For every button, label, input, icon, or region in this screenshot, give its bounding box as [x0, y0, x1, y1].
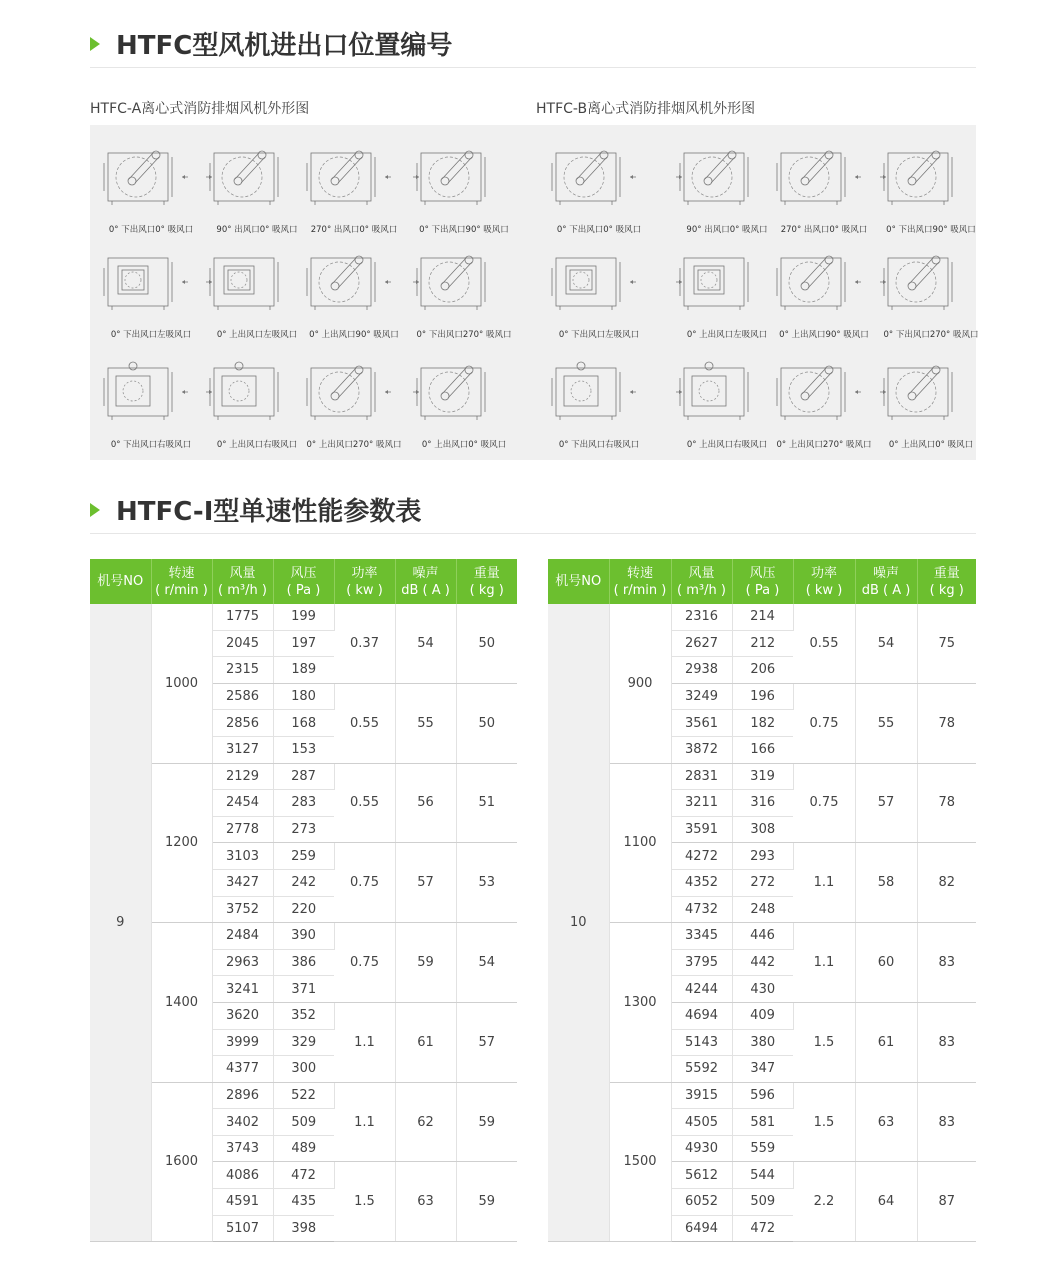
table-cell: 1.1: [793, 843, 855, 923]
table-cell: 59: [456, 1162, 517, 1242]
column-header-line: ( kg ): [929, 582, 964, 598]
table-cell: 0.75: [334, 923, 395, 1003]
diagram-caption: 0° 下出风口0° 吸风口: [556, 225, 642, 235]
table-cell: 5612: [671, 1162, 732, 1189]
table-cell: 272: [732, 869, 793, 896]
column-header: [793, 559, 855, 604]
column-header-line: ( Pa ): [745, 582, 780, 598]
fan-diagram-a-6: [198, 240, 308, 345]
table-cell: 435: [273, 1189, 334, 1216]
table-cell: 0.55: [793, 604, 855, 683]
column-header: [609, 559, 671, 604]
table-cell: 57: [395, 843, 456, 923]
table-cell: 60: [855, 923, 917, 1003]
table-row: [548, 923, 976, 950]
table-cell: 206: [732, 657, 793, 684]
table-cell: 55: [395, 683, 456, 763]
fan-diagram-a-7: [295, 240, 405, 345]
table-cell: 214: [732, 604, 793, 630]
table-cell: 3999: [212, 1029, 273, 1056]
column-header: [395, 559, 456, 604]
column-header: [671, 559, 732, 604]
table-cell: 4086: [212, 1162, 273, 1189]
fan-outline-icon: [301, 246, 393, 326]
table-cell: 1.1: [334, 1002, 395, 1082]
table-cell: 522: [273, 1082, 334, 1109]
fan-diagram-b-4: [872, 135, 982, 240]
fan-outline-icon: [674, 246, 766, 326]
section-title: HTFC-I型单速性能参数表: [116, 497, 422, 527]
table-cell: 3872: [671, 736, 732, 763]
fan-diagram-a-3: [295, 135, 405, 240]
table-cell: 509: [732, 1189, 793, 1216]
fan-diagram-a-12: [405, 350, 515, 455]
table-cell: 63: [855, 1082, 917, 1162]
table-cell: 3211: [671, 790, 732, 817]
table-cell: 3620: [212, 1002, 273, 1029]
table-cell: 57: [456, 1002, 517, 1082]
table-cell: 2778: [212, 816, 273, 843]
column-header: [151, 559, 212, 604]
table-cell: 64: [855, 1162, 917, 1242]
table-cell: 63: [395, 1162, 456, 1242]
table-cell: 220: [273, 896, 334, 923]
column-header-line: 重量: [473, 565, 500, 581]
table-cell: 4591: [212, 1189, 273, 1216]
column-header-line: 重量: [933, 565, 960, 581]
table-row: [90, 923, 517, 950]
table-cell: 4272: [671, 843, 732, 870]
performance-table-no10: [548, 559, 976, 1242]
table-cell: 1.5: [334, 1162, 395, 1242]
table-cell: 196: [732, 683, 793, 710]
column-header-line: ( Pa ): [286, 582, 321, 598]
table-cell: 3915: [671, 1082, 732, 1109]
table-cell: 3103: [212, 843, 273, 870]
table-cell: 3249: [671, 683, 732, 710]
diagram-caption: 0° 上出风口0° 吸风口: [888, 440, 974, 450]
fan-diagram-a-11: [295, 350, 405, 455]
fan-diagram-a-2: [198, 135, 308, 240]
table-cell: 212: [732, 630, 793, 657]
table-cell: 4377: [212, 1056, 273, 1083]
fan-diagram-b-12: [872, 350, 982, 455]
table-cell: 3752: [212, 896, 273, 923]
fan-outline-icon: [546, 246, 638, 326]
fan-diagram-a-5: [92, 240, 202, 345]
column-header: [732, 559, 793, 604]
column-header-line: ( r/min ): [155, 582, 208, 598]
fan-outline-icon: [878, 356, 970, 436]
column-header-line: 功率: [351, 565, 378, 581]
table-cell: 544: [732, 1162, 793, 1189]
table-cell: 329: [273, 1029, 334, 1056]
table-cell: 308: [732, 816, 793, 843]
column-header-line: ( kw ): [346, 582, 383, 598]
column-header: [855, 559, 917, 604]
column-header-line: dB ( A ): [861, 582, 911, 598]
column-header-line: dB ( A ): [401, 582, 450, 598]
table-cell: 0.55: [334, 683, 395, 763]
column-header-line: ( kg ): [469, 582, 504, 598]
diagram-caption: 0° 上出风口0° 吸风口: [421, 440, 507, 450]
column-header-line: 噪声: [412, 565, 439, 581]
table-cell: 1.1: [793, 923, 855, 1003]
diagram-caption: 0° 上出风口左吸风口: [686, 330, 768, 340]
fan-diagram-b-7: [765, 240, 875, 345]
column-header: [456, 559, 517, 604]
table-cell: 2315: [212, 657, 273, 684]
table-cell: 4930: [671, 1135, 732, 1162]
table-cell: 3345: [671, 923, 732, 950]
table-row: [90, 763, 517, 790]
column-header-line: 风压: [290, 565, 317, 581]
column-header: [90, 559, 151, 604]
fan-outline-icon: [674, 141, 766, 221]
diagram-caption: 270° 出风口0° 吸风口: [310, 225, 398, 235]
table-cell: 3561: [671, 710, 732, 737]
fan-outline-icon: [98, 356, 190, 436]
table-cell: 168: [273, 710, 334, 737]
fan-outline-icon: [204, 141, 296, 221]
triangle-bullet-icon: [90, 37, 100, 51]
fan-diagram-b-11: [765, 350, 875, 455]
table-cell: 2938: [671, 657, 732, 684]
table-cell: 78: [917, 763, 976, 843]
table-cell: 446: [732, 923, 793, 950]
fan-outline-icon: [878, 141, 970, 221]
column-header: [334, 559, 395, 604]
table-cell: 1400: [151, 923, 212, 1083]
diagram-caption: 90° 出风口0° 吸风口: [216, 225, 298, 235]
table-cell: 2454: [212, 790, 273, 817]
column-header-line: 风量: [229, 565, 256, 581]
table-cell: 430: [732, 976, 793, 1003]
table-cell: 248: [732, 896, 793, 923]
fan-diagram-a-9: [92, 350, 202, 455]
table-cell: 57: [855, 763, 917, 843]
table-cell: 0.75: [334, 843, 395, 923]
diagram-caption: 0° 下出风口左吸风口: [110, 330, 192, 340]
table-cell: 78: [917, 683, 976, 763]
table-cell: 3795: [671, 949, 732, 976]
table-cell: 319: [732, 763, 793, 790]
diagram-caption: 0° 上出风口左吸风口: [216, 330, 298, 340]
table-cell: 347: [732, 1056, 793, 1083]
table-cell: 182: [732, 710, 793, 737]
diagram-caption: 270° 出风口0° 吸风口: [780, 225, 868, 235]
fan-outline-icon: [771, 246, 863, 326]
table-cell: 5592: [671, 1056, 732, 1083]
fan-outline-icon: [411, 141, 503, 221]
table-cell: 442: [732, 949, 793, 976]
table-cell: 59: [395, 923, 456, 1003]
fan-diagram-b-3: [765, 135, 875, 240]
table-cell: 3427: [212, 869, 273, 896]
table-cell: 1000: [151, 604, 212, 763]
fan-diagram-a-1: [92, 135, 202, 240]
fan-outline-icon: [674, 356, 766, 436]
fan-diagram-b-8: [872, 240, 982, 345]
table-cell: 6494: [671, 1215, 732, 1242]
table-cell: 472: [273, 1162, 334, 1189]
fan-diagram-b-5: [540, 240, 650, 345]
column-header: [212, 559, 273, 604]
table-cell: 283: [273, 790, 334, 817]
table-cell: 259: [273, 843, 334, 870]
fan-outline-icon: [301, 356, 393, 436]
column-header-line: ( r/min ): [613, 582, 667, 598]
diagram-caption: 0° 下出风口270° 吸风口: [883, 330, 979, 340]
table-cell: 0.75: [793, 683, 855, 763]
table-cell: 87: [917, 1162, 976, 1242]
table-cell: 3127: [212, 736, 273, 763]
table-cell: 900: [609, 604, 671, 763]
column-header-line: ( m³/h ): [218, 582, 267, 598]
table-cell: 386: [273, 949, 334, 976]
column-header-line: 转速: [626, 565, 653, 581]
fan-outline-icon: [204, 356, 296, 436]
diagram-caption: 90° 出风口0° 吸风口: [686, 225, 768, 235]
table-cell: 1100: [609, 763, 671, 923]
diagram-caption: 0° 下出风口右吸风口: [110, 440, 192, 450]
diagram-caption: 0° 下出风口0° 吸风口: [108, 225, 194, 235]
fan-outline-icon: [771, 141, 863, 221]
fan-diagram-a-10: [198, 350, 308, 455]
table-cell: 166: [732, 736, 793, 763]
table-cell: 1775: [212, 604, 273, 630]
fan-outline-icon: [204, 246, 296, 326]
table-cell: 2045: [212, 630, 273, 657]
table-cell: 2.2: [793, 1162, 855, 1242]
diagram-caption: 0° 上出风口右吸风口: [686, 440, 768, 450]
table-cell: 380: [732, 1029, 793, 1056]
table-cell: 4352: [671, 869, 732, 896]
table-cell: 10: [548, 604, 609, 1242]
table-cell: 1300: [609, 923, 671, 1083]
diagram-caption: 0° 上出风口右吸风口: [216, 440, 298, 450]
table-cell: 293: [732, 843, 793, 870]
fan-outline-icon: [546, 141, 638, 221]
fan-outline-diagrams: [90, 125, 979, 460]
diagram-caption: 0° 上出风口90° 吸风口: [779, 330, 869, 340]
table-cell: 50: [456, 604, 517, 683]
fan-outline-icon: [411, 246, 503, 326]
table-cell: 58: [855, 843, 917, 923]
table-cell: 189: [273, 657, 334, 684]
diagram-caption: 0° 上出风口270° 吸风口: [776, 440, 872, 450]
table-cell: 2627: [671, 630, 732, 657]
column-header-line: ( m³/h ): [677, 582, 726, 598]
table-cell: 1.5: [793, 1002, 855, 1082]
table-cell: 153: [273, 736, 334, 763]
diagram-caption: 0° 下出风口右吸风口: [558, 440, 640, 450]
table-cell: 489: [273, 1135, 334, 1162]
table-cell: 1.1: [334, 1082, 395, 1162]
fan-diagram-a-4: [405, 135, 515, 240]
fan-diagram-b-9: [540, 350, 650, 455]
column-header-line: 噪声: [872, 565, 899, 581]
diagram-caption: 0° 上出风口90° 吸风口: [309, 330, 399, 340]
table-cell: 4505: [671, 1109, 732, 1136]
performance-table-no9: [90, 559, 517, 1242]
table-cell: 75: [917, 604, 976, 683]
table-row: [90, 1082, 517, 1109]
column-header-line: 机号NO: [555, 574, 602, 589]
table-cell: 371: [273, 976, 334, 1003]
table-cell: 1200: [151, 763, 212, 923]
diagram-caption: 0° 下出风口90° 吸风口: [886, 225, 976, 235]
diagram-caption: 0° 下出风口左吸风口: [558, 330, 640, 340]
diagram-caption: 0° 下出风口90° 吸风口: [419, 225, 509, 235]
fan-outline-icon: [98, 246, 190, 326]
table-cell: 398: [273, 1215, 334, 1242]
diagram-caption: 0° 下出风口270° 吸风口: [416, 330, 512, 340]
fan-outline-icon: [301, 141, 393, 221]
table-cell: 83: [917, 923, 976, 1003]
fan-diagram-b-6: [668, 240, 778, 345]
table-cell: 50: [456, 683, 517, 763]
fan-outline-icon: [771, 356, 863, 436]
column-header: [917, 559, 976, 604]
table-cell: 54: [456, 923, 517, 1003]
table-cell: 0.55: [334, 763, 395, 843]
table-cell: 54: [395, 604, 456, 683]
table-cell: 83: [917, 1002, 976, 1082]
table-cell: 83: [917, 1082, 976, 1162]
column-header-line: ( kw ): [805, 582, 843, 598]
section-heading-positions: [90, 27, 976, 68]
fan-diagram-b-2: [668, 135, 778, 240]
table-cell: 509: [273, 1109, 334, 1136]
table-cell: 242: [273, 869, 334, 896]
table-cell: 4244: [671, 976, 732, 1003]
column-header: [548, 559, 609, 604]
column-header: [273, 559, 334, 604]
fan-diagram-b-1: [540, 135, 650, 240]
table-cell: 61: [395, 1002, 456, 1082]
table-cell: 2484: [212, 923, 273, 950]
table-row: [90, 604, 517, 630]
table-cell: 61: [855, 1002, 917, 1082]
table-cell: 390: [273, 923, 334, 950]
fan-diagram-b-10: [668, 350, 778, 455]
table-cell: 56: [395, 763, 456, 843]
table-cell: 6052: [671, 1189, 732, 1216]
column-header-line: 风量: [688, 565, 715, 581]
table-cell: 2586: [212, 683, 273, 710]
table-cell: 2831: [671, 763, 732, 790]
table-cell: 55: [855, 683, 917, 763]
table-cell: 59: [456, 1082, 517, 1162]
table-cell: 352: [273, 1002, 334, 1029]
triangle-bullet-icon: [90, 503, 100, 517]
column-header-line: 转速: [168, 565, 195, 581]
column-header-line: 风压: [749, 565, 776, 581]
table-cell: 273: [273, 816, 334, 843]
table-cell: 316: [732, 790, 793, 817]
section-heading-performance: [90, 493, 976, 534]
table-cell: 53: [456, 843, 517, 923]
table-cell: 9: [90, 604, 151, 1242]
table-cell: 1.5: [793, 1082, 855, 1162]
table-cell: 3241: [212, 976, 273, 1003]
table-cell: 2963: [212, 949, 273, 976]
column-header-line: 功率: [810, 565, 837, 581]
table-cell: 3402: [212, 1109, 273, 1136]
table-cell: 1500: [609, 1082, 671, 1242]
table-cell: 0.37: [334, 604, 395, 683]
table-cell: 54: [855, 604, 917, 683]
table-cell: 197: [273, 630, 334, 657]
table-cell: 5107: [212, 1215, 273, 1242]
table-cell: 559: [732, 1135, 793, 1162]
table-cell: 581: [732, 1109, 793, 1136]
fan-outline-icon: [878, 246, 970, 326]
table-cell: 4732: [671, 896, 732, 923]
table-cell: 51: [456, 763, 517, 843]
table-row: [548, 763, 976, 790]
section-title: HTFC型风机进出口位置编号: [116, 31, 453, 61]
fan-diagram-a-8: [405, 240, 515, 345]
table-cell: 199: [273, 604, 334, 630]
fan-outline-icon: [98, 141, 190, 221]
table-cell: 596: [732, 1082, 793, 1109]
table-row: [548, 1082, 976, 1109]
table-cell: 180: [273, 683, 334, 710]
column-header-line: 机号NO: [97, 574, 144, 589]
table-cell: 300: [273, 1056, 334, 1083]
table-cell: 62: [395, 1082, 456, 1162]
table-cell: 287: [273, 763, 334, 790]
table-cell: 0.75: [793, 763, 855, 843]
table-cell: 3743: [212, 1135, 273, 1162]
table-cell: 2129: [212, 763, 273, 790]
table-cell: 409: [732, 1002, 793, 1029]
table-cell: 1600: [151, 1082, 212, 1242]
diagram-b-title: HTFC-B离心式消防排烟风机外形图: [536, 101, 756, 117]
table-cell: 2856: [212, 710, 273, 737]
diagram-caption: 0° 上出风口270° 吸风口: [306, 440, 402, 450]
diagram-a-title: HTFC-A离心式消防排烟风机外形图: [90, 101, 310, 117]
fan-outline-icon: [546, 356, 638, 436]
table-cell: 3591: [671, 816, 732, 843]
table-cell: 2316: [671, 604, 732, 630]
table-cell: 5143: [671, 1029, 732, 1056]
fan-outline-icon: [411, 356, 503, 436]
table-row: [548, 604, 976, 630]
table-cell: 4694: [671, 1002, 732, 1029]
table-cell: 472: [732, 1215, 793, 1242]
table-cell: 2896: [212, 1082, 273, 1109]
table-cell: 82: [917, 843, 976, 923]
